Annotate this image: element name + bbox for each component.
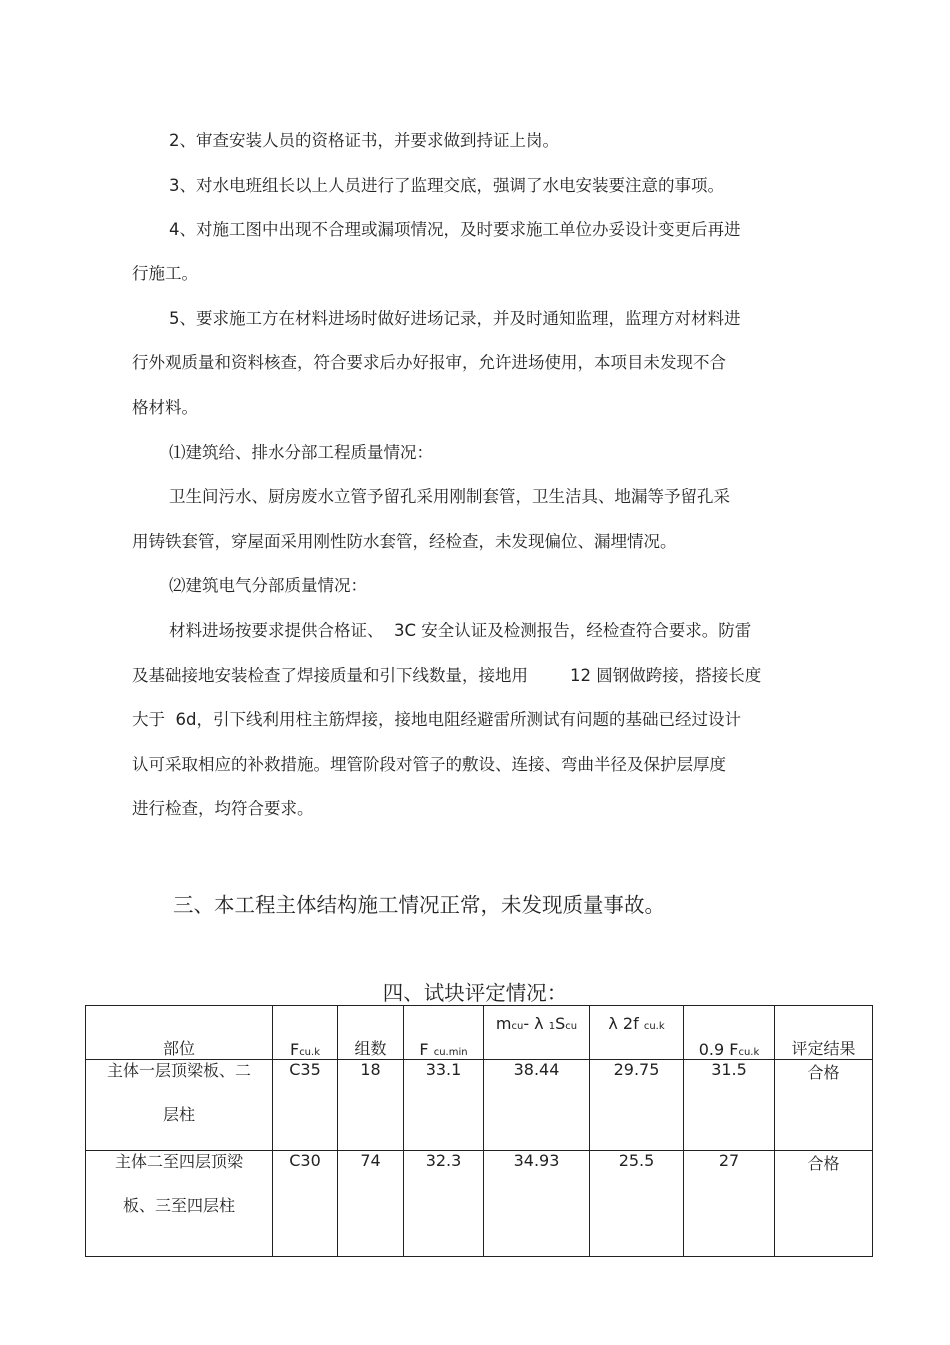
cell-fcuk: C35	[273, 1060, 338, 1151]
paragraph-line: 材料进场按要求提供合格证、 3C 安全认证及检测报告，经检查符合要求。防雷	[169, 621, 752, 640]
header-result: 评定结果	[775, 1006, 873, 1060]
test-block-table	[85, 1005, 873, 1257]
cell-09fcuk: 31.5	[684, 1060, 775, 1151]
cell-lambda2: 29.75	[590, 1060, 684, 1151]
paragraph-line: 用铸铁套管，穿屋面采用刚性防水套管，经检查，未发现偏位、漏埋情况。	[132, 532, 677, 551]
cell-fcumin: 32.3	[404, 1151, 484, 1257]
paragraph-line: 3、对水电班组长以上人员进行了监理交底，强调了水电安装要注意的事项。	[169, 176, 724, 195]
cell-result: 合格	[775, 1151, 873, 1257]
section-heading-3: 三、本工程主体结构施工情况正常，未发现质量事故。	[173, 893, 665, 917]
paragraph-line: 格材料。	[132, 398, 198, 417]
header-09fcuk: 0.9 Fcu.k	[684, 1006, 775, 1060]
cell-groups: 18	[338, 1060, 404, 1151]
paragraph-line: 行外观质量和资料核查，符合要求后办好报审，允许进场使用，本项目未发现不合	[132, 353, 726, 372]
paragraph-line: 进行检查，均符合要求。	[132, 799, 314, 818]
header-mcu-lambda: mcu- λ 1Scu	[484, 1006, 590, 1060]
paragraph-line: 5、要求施工方在材料进场时做好进场记录，并及时通知监理，监理方对材料进	[169, 309, 741, 328]
table-row	[86, 1151, 873, 1257]
paragraph-line: 及基础接地安装检查了焊接质量和引下线数量，接地用 12 圆钢做跨接，搭接长度	[132, 666, 762, 685]
table-row	[86, 1060, 873, 1151]
cell-09fcuk: 27	[684, 1151, 775, 1257]
paragraph-line: 卫生间污水、厨房废水立管予留孔采用刚制套管，卫生洁具、地漏等予留孔采	[169, 487, 730, 506]
cell-lambda2: 25.5	[590, 1151, 684, 1257]
paragraph-line: 4、对施工图中出现不合理或漏项情况，及时要求施工单位办妥设计变更后再进	[169, 220, 741, 239]
paragraph-line: 行施工。	[132, 264, 198, 283]
paragraph-line: 2、审查安装人员的资格证书，并要求做到持证上岗。	[169, 131, 559, 150]
paragraph-line: 认可采取相应的补救措施。埋管阶段对管子的敷设、连接、弯曲半径及保护层厚度	[132, 755, 726, 774]
paragraph-line: ⑵建筑电气分部质量情况：	[169, 576, 367, 595]
header-lambda2: λ 2f cu.k	[590, 1006, 684, 1060]
paragraph-line: 大于 6d，引下线利用柱主筋焊接，接地电阻经避雷所测试有问题的基础已经过设计	[132, 710, 741, 729]
cell-location: 主体一层顶梁板、二 层柱	[86, 1060, 273, 1151]
cell-mcu: 34.93	[484, 1151, 590, 1257]
header-fcumin: F cu.min	[404, 1006, 484, 1060]
cell-fcuk: C30	[273, 1151, 338, 1257]
cell-fcumin: 33.1	[404, 1060, 484, 1151]
cell-mcu: 38.44	[484, 1060, 590, 1151]
cell-groups: 74	[338, 1151, 404, 1257]
cell-location: 主体二至四层顶梁 板、三至四层柱	[86, 1151, 273, 1257]
header-groups: 组数	[338, 1006, 404, 1060]
header-fcuk: Fcu.k	[273, 1006, 338, 1060]
header-location: 部位	[86, 1006, 273, 1060]
paragraph-line: ⑴建筑给、排水分部工程质量情况：	[169, 443, 433, 462]
section-heading-4: 四、试块评定情况：	[382, 981, 568, 1005]
cell-result: 合格	[775, 1060, 873, 1151]
